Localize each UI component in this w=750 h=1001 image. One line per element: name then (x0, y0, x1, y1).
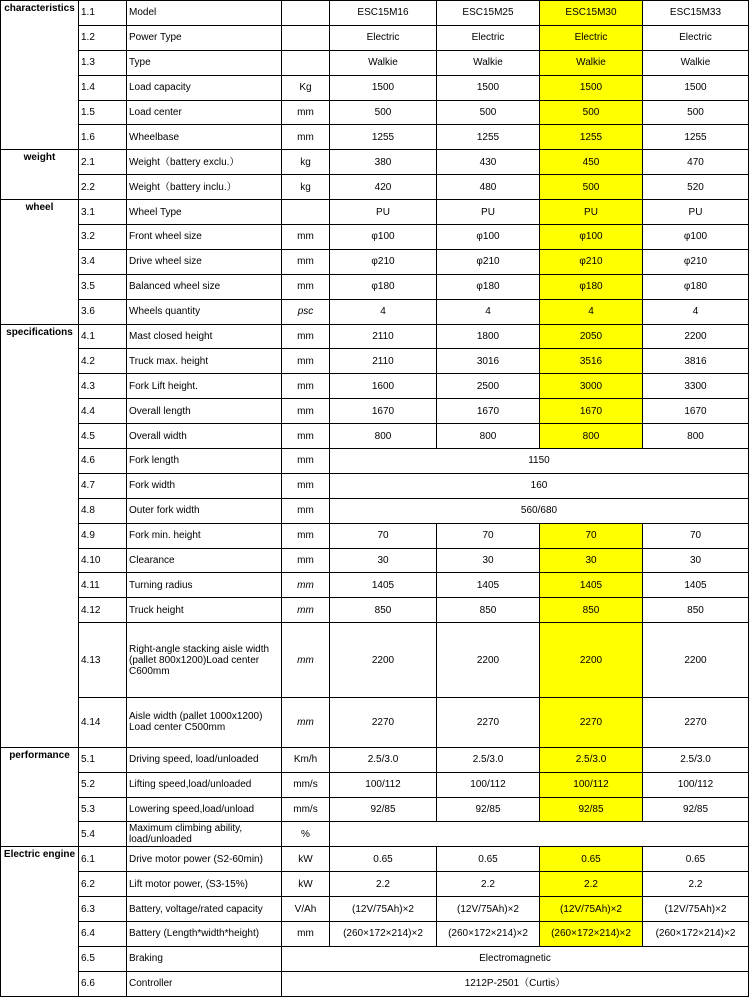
item-number: 4.2 (79, 349, 127, 374)
item-unit: mm (282, 473, 330, 498)
spec-row-4-9 (1, 523, 749, 548)
item-unit: mm (282, 697, 330, 747)
item-unit: psc (282, 299, 330, 324)
item-number: 3.4 (79, 249, 127, 274)
item-number: 6.5 (79, 946, 127, 971)
item-unit: kg (282, 150, 330, 175)
model-value: 500 (540, 100, 643, 125)
model-value: (260×172×214)×2 (643, 921, 749, 946)
model-value: 2.2 (330, 872, 437, 897)
model-value: 800 (330, 424, 437, 449)
spec-row-3-6 (1, 299, 749, 324)
model-value: 1500 (540, 75, 643, 100)
model-value: (260×172×214)×2 (540, 921, 643, 946)
spec-row-3-2 (1, 225, 749, 250)
spec-row-2-2 (1, 175, 749, 200)
item-number: 4.13 (79, 623, 127, 698)
spec-row-4-4 (1, 399, 749, 424)
spec-row-1-1 (1, 1, 749, 26)
model-value: φ210 (437, 249, 540, 274)
spec-row-1-6 (1, 125, 749, 150)
spec-row-1-3 (1, 50, 749, 75)
item-number: 5.3 (79, 797, 127, 822)
item-number: 4.6 (79, 449, 127, 474)
model-value: φ100 (643, 225, 749, 250)
item-name: Right-angle stacking aisle width (pallet 800x1200)Load center C600mm (127, 623, 282, 698)
item-number: 6.4 (79, 921, 127, 946)
item-unit: mm (282, 573, 330, 598)
item-number: 4.11 (79, 573, 127, 598)
model-value: φ210 (643, 249, 749, 274)
spec-row-1-5 (1, 100, 749, 125)
item-name: Truck max. height (127, 349, 282, 374)
item-name: Load center (127, 100, 282, 125)
item-number: 4.14 (79, 697, 127, 747)
model-value: 100/112 (437, 772, 540, 797)
item-number: 4.3 (79, 374, 127, 399)
item-name: Mast closed height (127, 324, 282, 349)
item-number: 6.1 (79, 847, 127, 872)
merged-value: 1150 (330, 449, 749, 474)
model-value: 2.5/3.0 (330, 747, 437, 772)
model-value: 4 (330, 299, 437, 324)
model-value: 70 (330, 523, 437, 548)
item-number: 1.1 (79, 1, 127, 26)
item-unit (282, 1, 330, 26)
item-name: Lifting speed,load/unloaded (127, 772, 282, 797)
model-value: 2270 (540, 697, 643, 747)
model-value: 1255 (330, 125, 437, 150)
spec-row-6-6 (1, 971, 749, 996)
item-name: Outer fork width (127, 498, 282, 523)
item-number: 2.1 (79, 150, 127, 175)
item-name: Power Type (127, 25, 282, 50)
item-unit (282, 200, 330, 225)
model-value: 0.65 (643, 847, 749, 872)
item-name: Drive motor power (S2-60min) (127, 847, 282, 872)
model-value: 70 (643, 523, 749, 548)
model-value: Electric (437, 25, 540, 50)
item-name: Model (127, 1, 282, 26)
item-name: Wheelbase (127, 125, 282, 150)
model-value: (12V/75Ah)×2 (643, 897, 749, 922)
item-number: 6.3 (79, 897, 127, 922)
spec-row-3-4 (1, 249, 749, 274)
spec-row-4-7 (1, 473, 749, 498)
item-name: Driving speed, load/unloaded (127, 747, 282, 772)
model-value: φ180 (540, 274, 643, 299)
model-value: 2270 (330, 697, 437, 747)
model-value: 800 (437, 424, 540, 449)
item-unit: V/Ah (282, 897, 330, 922)
model-value: 30 (330, 548, 437, 573)
item-unit: mm (282, 424, 330, 449)
model-value: Walkie (540, 50, 643, 75)
item-unit (282, 50, 330, 75)
model-value: 1405 (643, 573, 749, 598)
item-unit: mm (282, 125, 330, 150)
model-value: 92/85 (330, 797, 437, 822)
item-unit: mm (282, 598, 330, 623)
spec-row-1-2 (1, 25, 749, 50)
model-value: 2.5/3.0 (643, 747, 749, 772)
model-value: Walkie (437, 50, 540, 75)
item-unit: mm (282, 100, 330, 125)
model-value: 430 (437, 150, 540, 175)
category-label: characteristics (1, 1, 79, 150)
model-value: 2270 (437, 697, 540, 747)
item-unit (282, 25, 330, 50)
item-number: 4.4 (79, 399, 127, 424)
item-name: Drive wheel size (127, 249, 282, 274)
model-value: 1500 (330, 75, 437, 100)
merged-value: Electromagnetic (282, 946, 749, 971)
merged-value: 1212P-2501（Curtis） (282, 971, 749, 996)
item-unit: mm (282, 274, 330, 299)
item-name: Clearance (127, 548, 282, 573)
spec-row-2-1 (1, 150, 749, 175)
merged-value: 560/680 (330, 498, 749, 523)
item-number: 3.2 (79, 225, 127, 250)
model-value: φ180 (330, 274, 437, 299)
model-value: 850 (540, 598, 643, 623)
spec-row-6-1 (1, 847, 749, 872)
model-value: 2110 (330, 324, 437, 349)
item-unit: mm (282, 523, 330, 548)
model-value: 3816 (643, 349, 749, 374)
spec-row-4-3 (1, 374, 749, 399)
item-number: 4.7 (79, 473, 127, 498)
model-value: 4 (643, 299, 749, 324)
spec-row-4-2 (1, 349, 749, 374)
spec-row-3-5 (1, 274, 749, 299)
model-value: 450 (540, 150, 643, 175)
model-value: 4 (540, 299, 643, 324)
model-value: 1500 (437, 75, 540, 100)
model-value: 500 (643, 100, 749, 125)
model-value: φ100 (330, 225, 437, 250)
item-name: Truck height (127, 598, 282, 623)
spec-row-5-1 (1, 747, 749, 772)
model-value: 1500 (643, 75, 749, 100)
model-value: (260×172×214)×2 (330, 921, 437, 946)
spec-row-3-1 (1, 200, 749, 225)
item-name: Fork Lift height. (127, 374, 282, 399)
model-value: 420 (330, 175, 437, 200)
model-value: Walkie (330, 50, 437, 75)
item-number: 4.10 (79, 548, 127, 573)
model-value: (12V/75Ah)×2 (540, 897, 643, 922)
model-value: 1255 (643, 125, 749, 150)
model-value: 380 (330, 150, 437, 175)
model-value: ESC15M30 (540, 1, 643, 26)
item-unit: Km/h (282, 747, 330, 772)
item-name: Wheel Type (127, 200, 282, 225)
spec-row-4-11 (1, 573, 749, 598)
category-label: Electric engine (1, 847, 79, 996)
model-value: 4 (437, 299, 540, 324)
model-value: (12V/75Ah)×2 (330, 897, 437, 922)
item-name: Overall width (127, 424, 282, 449)
item-number: 3.1 (79, 200, 127, 225)
spec-row-4-10 (1, 548, 749, 573)
model-value: 2200 (540, 623, 643, 698)
item-name: Lowering speed,load/unload (127, 797, 282, 822)
model-value: 1600 (330, 374, 437, 399)
spec-row-4-12 (1, 598, 749, 623)
model-value: (260×172×214)×2 (437, 921, 540, 946)
item-unit: kW (282, 847, 330, 872)
model-value: 800 (540, 424, 643, 449)
model-value: 0.65 (540, 847, 643, 872)
item-name: Type (127, 50, 282, 75)
model-value: PU (643, 200, 749, 225)
item-name: Weight（battery inclu.） (127, 175, 282, 200)
spec-row-4-5 (1, 424, 749, 449)
model-value: 70 (437, 523, 540, 548)
model-value: φ180 (643, 274, 749, 299)
model-value: Electric (643, 25, 749, 50)
model-value: 500 (437, 100, 540, 125)
model-value: 3516 (540, 349, 643, 374)
model-value: 1800 (437, 324, 540, 349)
model-value: 2050 (540, 324, 643, 349)
model-value: 1405 (540, 573, 643, 598)
spec-row-5-2 (1, 772, 749, 797)
item-name: Maximum climbing ability, load/unloaded (127, 822, 282, 847)
category-label: performance (1, 747, 79, 847)
item-unit: mm (282, 374, 330, 399)
item-number: 2.2 (79, 175, 127, 200)
model-value: 2200 (643, 623, 749, 698)
spec-row-1-4 (1, 75, 749, 100)
item-name: Fork length (127, 449, 282, 474)
category-label: weight (1, 150, 79, 200)
item-unit: mm/s (282, 797, 330, 822)
model-value: 2.5/3.0 (437, 747, 540, 772)
model-value: 1670 (330, 399, 437, 424)
item-name: Controller (127, 971, 282, 996)
item-unit: mm (282, 249, 330, 274)
item-unit: kW (282, 872, 330, 897)
item-number: 4.9 (79, 523, 127, 548)
item-unit: Kg (282, 75, 330, 100)
spec-row-6-3 (1, 897, 749, 922)
model-value: 1670 (437, 399, 540, 424)
model-value: 2200 (330, 623, 437, 698)
item-number: 4.12 (79, 598, 127, 623)
spec-row-5-3 (1, 797, 749, 822)
model-value: 2200 (437, 623, 540, 698)
model-value: 800 (643, 424, 749, 449)
spec-row-6-2 (1, 872, 749, 897)
item-number: 6.2 (79, 872, 127, 897)
spec-row-4-6 (1, 449, 749, 474)
item-unit: mm (282, 623, 330, 698)
model-value: 480 (437, 175, 540, 200)
item-unit: mm (282, 225, 330, 250)
item-number: 1.4 (79, 75, 127, 100)
item-number: 4.1 (79, 324, 127, 349)
item-unit: mm (282, 498, 330, 523)
item-name: Fork width (127, 473, 282, 498)
model-value: 3300 (643, 374, 749, 399)
model-value: 2270 (643, 697, 749, 747)
item-number: 6.6 (79, 971, 127, 996)
item-name: Turning radius (127, 573, 282, 598)
model-value: 100/112 (643, 772, 749, 797)
model-value: PU (540, 200, 643, 225)
model-value: Electric (540, 25, 643, 50)
model-value: 2.2 (643, 872, 749, 897)
item-number: 1.3 (79, 50, 127, 75)
model-value: 30 (643, 548, 749, 573)
model-value: (12V/75Ah)×2 (437, 897, 540, 922)
item-name: Front wheel size (127, 225, 282, 250)
item-unit: % (282, 822, 330, 847)
model-value: 30 (437, 548, 540, 573)
spec-row-4-8 (1, 498, 749, 523)
item-name: Fork min. height (127, 523, 282, 548)
model-value: 0.65 (330, 847, 437, 872)
model-value: ESC15M33 (643, 1, 749, 26)
model-value: 100/112 (330, 772, 437, 797)
item-name: Aisle width (pallet 1000x1200) Load center C500mm (127, 697, 282, 747)
model-value: 2200 (643, 324, 749, 349)
merged-value: 160 (330, 473, 749, 498)
model-value: φ100 (437, 225, 540, 250)
model-value: φ210 (330, 249, 437, 274)
model-value: 1670 (643, 399, 749, 424)
item-unit: mm (282, 449, 330, 474)
model-value: 92/85 (437, 797, 540, 822)
model-value: Electric (330, 25, 437, 50)
item-name: Weight（battery exclu.） (127, 150, 282, 175)
model-value: φ100 (540, 225, 643, 250)
model-value: 850 (437, 598, 540, 623)
item-unit: mm/s (282, 772, 330, 797)
model-value: 30 (540, 548, 643, 573)
item-name: Battery (Length*width*height) (127, 921, 282, 946)
item-number: 3.5 (79, 274, 127, 299)
model-value: 2.2 (540, 872, 643, 897)
category-label: wheel (1, 200, 79, 324)
model-value: 470 (643, 150, 749, 175)
model-value: 70 (540, 523, 643, 548)
item-unit: kg (282, 175, 330, 200)
item-number: 3.6 (79, 299, 127, 324)
item-number: 4.5 (79, 424, 127, 449)
model-value: 500 (540, 175, 643, 200)
model-value: 1670 (540, 399, 643, 424)
item-name: Braking (127, 946, 282, 971)
item-name: Lift motor power, (S3-15%) (127, 872, 282, 897)
model-value: 92/85 (540, 797, 643, 822)
category-label: specifications (1, 324, 79, 747)
item-number: 5.4 (79, 822, 127, 847)
item-number: 4.8 (79, 498, 127, 523)
model-value: 2.2 (437, 872, 540, 897)
item-unit: mm (282, 324, 330, 349)
model-value: 500 (330, 100, 437, 125)
spec-row-4-14 (1, 697, 749, 747)
model-value: 850 (643, 598, 749, 623)
model-value: 2500 (437, 374, 540, 399)
model-value: ESC15M16 (330, 1, 437, 26)
model-value: 3016 (437, 349, 540, 374)
model-value: 1405 (330, 573, 437, 598)
model-value: 2110 (330, 349, 437, 374)
item-name: Balanced wheel size (127, 274, 282, 299)
model-value: PU (330, 200, 437, 225)
item-number: 1.6 (79, 125, 127, 150)
model-value: φ180 (437, 274, 540, 299)
model-value: 92/85 (643, 797, 749, 822)
item-name: Battery, voltage/rated capacity (127, 897, 282, 922)
item-number: 1.5 (79, 100, 127, 125)
model-value: 1255 (437, 125, 540, 150)
model-value: 850 (330, 598, 437, 623)
spec-row-6-4 (1, 921, 749, 946)
item-unit: mm (282, 349, 330, 374)
model-value: 1405 (437, 573, 540, 598)
spec-row-4-13 (1, 623, 749, 698)
model-value: 100/112 (540, 772, 643, 797)
model-value: 1255 (540, 125, 643, 150)
model-value: 2.5/3.0 (540, 747, 643, 772)
item-unit: mm (282, 921, 330, 946)
item-number: 5.1 (79, 747, 127, 772)
model-value: ESC15M25 (437, 1, 540, 26)
model-value: 0.65 (437, 847, 540, 872)
spec-row-4-1 (1, 324, 749, 349)
item-number: 5.2 (79, 772, 127, 797)
model-value: φ210 (540, 249, 643, 274)
model-value: PU (437, 200, 540, 225)
model-value: 3000 (540, 374, 643, 399)
item-number: 1.2 (79, 25, 127, 50)
model-value: Walkie (643, 50, 749, 75)
spec-row-5-4 (1, 822, 749, 847)
item-unit: mm (282, 548, 330, 573)
item-unit: mm (282, 399, 330, 424)
merged-value (330, 822, 749, 847)
model-value: 520 (643, 175, 749, 200)
item-name: Overall length (127, 399, 282, 424)
item-name: Wheels quantity (127, 299, 282, 324)
spec-row-6-5 (1, 946, 749, 971)
item-name: Load capacity (127, 75, 282, 100)
